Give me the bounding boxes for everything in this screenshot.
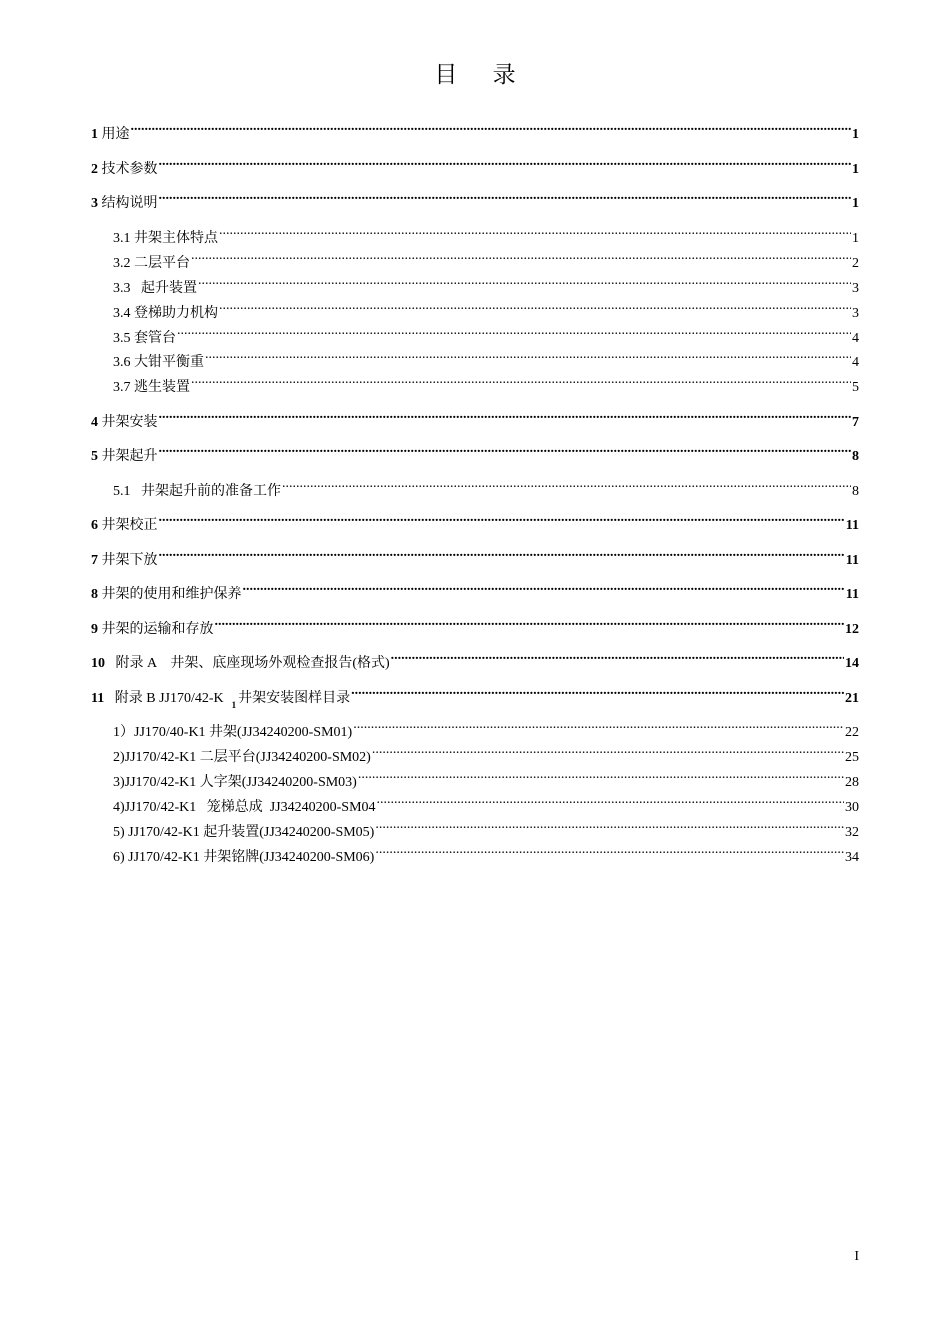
toc-entry[interactable] (91, 185, 859, 211)
toc-entry-title: 登梯助力机构 (134, 306, 218, 321)
dot-leader (177, 320, 851, 342)
toc-subentry[interactable] (113, 245, 859, 271)
toc-entry-page: 8 (852, 484, 859, 499)
toc-entry-page: 34 (845, 850, 859, 865)
toc-entry-page: 2 (852, 256, 859, 271)
toc-entry[interactable] (91, 404, 859, 430)
toc-entry-title: 井架起升 (101, 449, 158, 464)
toc-entry-title: 4)JJ170/42-K1 笼梯总成 JJ34240200-SM04 (113, 800, 376, 815)
toc-subentry[interactable] (113, 369, 859, 395)
toc-subentry[interactable] (113, 270, 859, 296)
toc-entry-number: 4 (91, 415, 98, 430)
dot-leader (375, 814, 844, 836)
toc-entry-title: 井架下放 (101, 553, 158, 568)
dot-leader (159, 404, 852, 426)
dot-leader (282, 473, 851, 495)
toc-entry-title: 1）JJ170/40-K1 井架(JJ34240200-SM01) (113, 725, 353, 740)
dot-leader (391, 645, 844, 667)
toc-entry-title: 结构说明 (101, 196, 158, 211)
toc-entry-title: 井架的运输和存放 (101, 622, 214, 637)
toc-entry-page: 5 (852, 380, 859, 395)
toc-entry-page: 30 (845, 800, 859, 815)
toc-entry-title: 5) JJ170/42-K1 起升装置(JJ34240200-SM05) (113, 825, 375, 840)
dot-leader (159, 151, 852, 173)
toc-entry[interactable] (91, 680, 859, 710)
toc-entry-number: 3.4 (113, 306, 131, 321)
toc-entry-title: 井架校正 (101, 518, 158, 533)
toc-entry-number: 7 (91, 553, 98, 568)
toc-entry-number: 8 (91, 587, 98, 602)
toc-entry-number: 3.6 (113, 355, 131, 370)
toc-entry-page: 25 (845, 750, 859, 765)
toc-entry-number: 3.5 (113, 331, 131, 346)
toc-entry-title: 技术参数 (101, 162, 158, 177)
toc-entry-page: 1 (852, 231, 859, 246)
toc-entry-title: 起升装置 (141, 281, 197, 296)
toc-entry-title: 井架主体特点 (134, 231, 218, 246)
dot-leader (159, 438, 852, 460)
toc-entry-number: 10 (91, 656, 105, 671)
toc-entry-page: 28 (845, 775, 859, 790)
toc-entry-page: 1 (852, 127, 859, 142)
dot-leader (205, 344, 851, 366)
dot-leader (377, 789, 844, 811)
toc-entry-page: 11 (845, 518, 859, 533)
subscript-text: 1 (231, 700, 237, 710)
toc-entry-number: 9 (91, 622, 98, 637)
toc-entry[interactable] (91, 611, 859, 637)
toc-entry-title-cont: 井架安装图样目录 (238, 691, 351, 706)
toc-subentry[interactable] (113, 344, 859, 370)
dot-leader (131, 116, 852, 138)
toc-entry-number: 2 (91, 162, 98, 177)
toc-entry[interactable] (91, 116, 859, 142)
toc-drawing-entry[interactable] (113, 739, 859, 765)
dot-leader (372, 739, 844, 761)
toc-entry-number: 1 (91, 127, 98, 142)
toc-entry-page: 7 (852, 415, 859, 430)
toc-entry-number: 11 (91, 691, 105, 706)
toc-entry[interactable] (91, 542, 859, 568)
toc-entry[interactable] (91, 507, 859, 533)
toc-entry-page: 8 (852, 449, 859, 464)
toc-entry-page: 32 (845, 825, 859, 840)
dot-leader (353, 714, 844, 736)
toc-entry-title: 2)JJ170/42-K1 二层平台(JJ34240200-SM02) (113, 750, 371, 765)
toc-drawing-entry[interactable] (113, 714, 859, 740)
dot-leader (219, 220, 851, 242)
toc-entry-number: 5.1 (113, 484, 131, 499)
dot-leader (375, 839, 844, 861)
toc-entry[interactable] (91, 576, 859, 602)
toc-entry-page: 1 (852, 196, 859, 211)
toc-entry-title: 用途 (101, 127, 130, 142)
toc-entry-title: 井架起升前的准备工作 (141, 484, 281, 499)
toc-drawing-entry[interactable] (113, 839, 859, 865)
toc-entry-page: 11 (845, 553, 859, 568)
toc-entry-page: 21 (845, 691, 859, 706)
toc-entry-page: 1 (852, 162, 859, 177)
toc-entry-title: 6) JJ170/42-K1 井架铭牌(JJ34240200-SM06) (113, 850, 375, 865)
toc-entry[interactable] (91, 645, 859, 671)
toc-entry-number: 6 (91, 518, 98, 533)
toc-entry-number: 3.7 (113, 380, 131, 395)
toc-entry-title: 逃生装置 (134, 380, 190, 395)
toc-entry-title: 3)JJ170/42-K1 人字架(JJ34240200-SM03) (113, 775, 357, 790)
toc-entry-page: 12 (845, 622, 859, 637)
toc-entry-number: 3 (91, 196, 98, 211)
dot-leader (198, 270, 851, 292)
toc-entry[interactable] (91, 438, 859, 464)
toc-entry[interactable] (91, 151, 859, 177)
toc-subentry[interactable] (113, 220, 859, 246)
toc-entry-title: 大钳平衡重 (134, 355, 204, 370)
toc-entry-title: 附录 B JJ170/42-K (114, 691, 224, 706)
dot-leader (358, 764, 844, 786)
toc-entry-title: 套管台 (134, 331, 176, 346)
toc-entry-page: 4 (852, 355, 859, 370)
toc-drawing-entry[interactable] (113, 764, 859, 790)
dot-leader (159, 542, 845, 564)
dot-leader (215, 611, 845, 633)
toc-subentry[interactable] (113, 320, 859, 346)
toc-entry-page: 22 (845, 725, 859, 740)
toc-entry-number: 3.3 (113, 281, 131, 296)
dot-leader (191, 369, 851, 391)
dot-leader (219, 295, 851, 317)
page-number: I (854, 1249, 859, 1264)
toc-entry-page: 3 (852, 306, 859, 321)
toc-entry-number: 3.2 (113, 256, 131, 271)
toc-entry-number: 5 (91, 449, 98, 464)
dot-leader (191, 245, 851, 267)
toc-entry-number: 3.1 (113, 231, 131, 246)
toc-entry-page: 4 (852, 331, 859, 346)
toc-entry-page: 14 (845, 656, 859, 671)
toc-drawing-entry[interactable] (113, 814, 859, 840)
dot-leader (243, 576, 845, 598)
toc-subentry[interactable] (113, 473, 859, 499)
toc-entry-page: 11 (845, 587, 859, 602)
toc-entry-title: 井架的使用和维护保养 (101, 587, 242, 602)
dot-leader (159, 507, 845, 529)
page-title: 目 录 (434, 62, 530, 88)
toc-entry-title: 二层平台 (134, 256, 190, 271)
toc-drawing-entry[interactable] (113, 789, 859, 815)
dot-leader (159, 185, 852, 207)
toc-entry-page: 3 (852, 281, 859, 296)
dot-leader (351, 680, 844, 702)
toc-entry-title: 附录 A 井架、底座现场外观检查报告(格式) (115, 656, 390, 671)
toc-entry-title: 井架安装 (101, 415, 158, 430)
toc-subentry[interactable] (113, 295, 859, 321)
